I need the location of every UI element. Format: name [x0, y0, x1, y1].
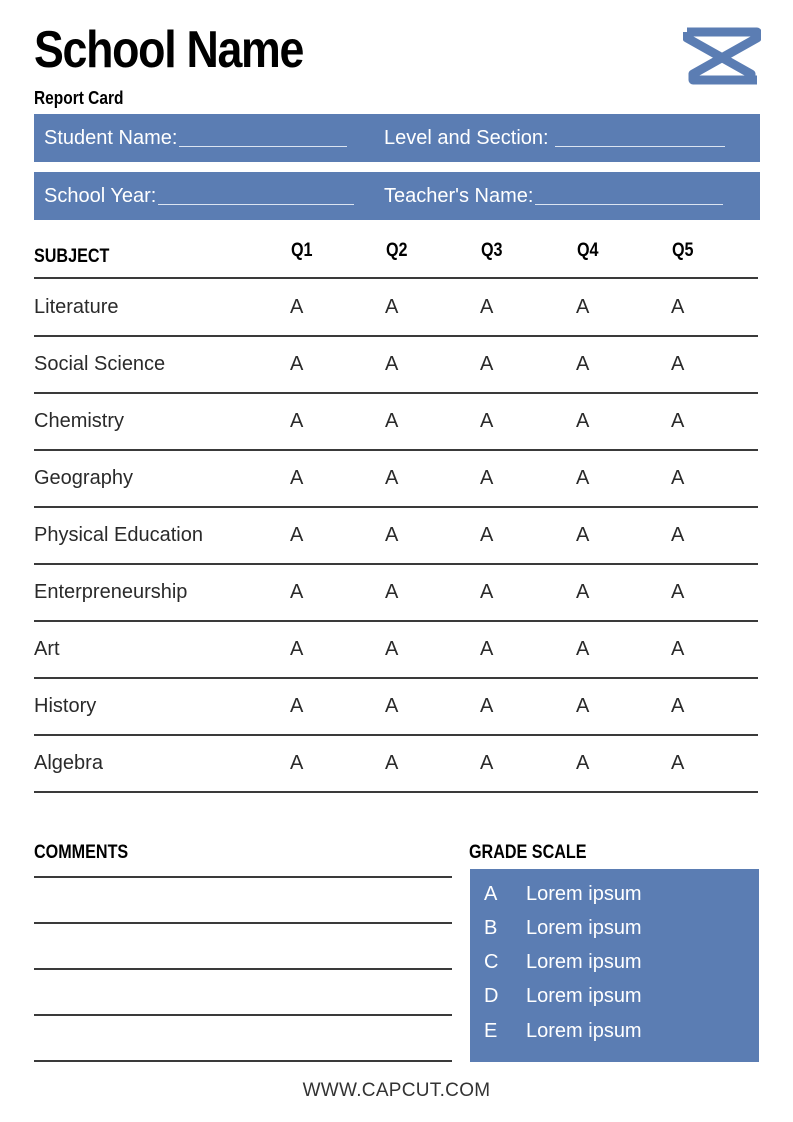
- school-year-field[interactable]: [44, 172, 354, 220]
- q5-column-header: Q5: [672, 240, 694, 261]
- grade-cell: A: [671, 467, 685, 489]
- grade-cell: A: [290, 296, 304, 318]
- grade-cell: A: [576, 524, 590, 546]
- grade-cell: A: [480, 296, 494, 318]
- grade-scale-letter: E: [484, 1020, 498, 1042]
- table-row: [34, 506, 758, 565]
- student-name-label: Student Name:: [44, 126, 178, 149]
- grade-cell: A: [576, 695, 590, 717]
- grade-scale-desc: Lorem ipsum: [526, 951, 642, 973]
- level-section-line: [555, 145, 725, 147]
- school-name: School Name: [34, 21, 304, 79]
- q3-column-header: Q3: [481, 240, 503, 261]
- level-section-label: Level and Section:: [384, 126, 549, 149]
- grade-cell: A: [385, 752, 399, 774]
- grade-cell: A: [576, 638, 590, 660]
- student-name-line: [179, 145, 347, 147]
- grade-cell: A: [671, 752, 685, 774]
- grade-cell: A: [671, 410, 685, 432]
- school-year-line: [158, 203, 354, 205]
- grade-cell: A: [480, 581, 494, 603]
- subject-cell: Algebra: [34, 752, 103, 774]
- grade-scale-item: [470, 917, 759, 947]
- grade-cell: A: [480, 353, 494, 375]
- grade-cell: A: [671, 638, 685, 660]
- grade-cell: A: [290, 467, 304, 489]
- grade-cell: A: [671, 695, 685, 717]
- grade-cell: A: [290, 581, 304, 603]
- grade-scale-letter: B: [484, 917, 498, 939]
- grade-scale-desc: Lorem ipsum: [526, 1020, 642, 1042]
- subject-cell: Art: [34, 638, 60, 660]
- grade-cell: A: [290, 752, 304, 774]
- grade-cell: A: [576, 752, 590, 774]
- table-row: [34, 278, 758, 337]
- subject-cell: Social Science: [34, 353, 166, 375]
- school-year-label: School Year:: [44, 184, 157, 207]
- table-row: [34, 335, 758, 394]
- grade-cell: A: [290, 524, 304, 546]
- grade-cell: A: [290, 410, 304, 432]
- comment-line[interactable]: [34, 1014, 452, 1016]
- grade-cell: A: [290, 638, 304, 660]
- grade-scale-letter: C: [484, 951, 499, 973]
- q2-column-header: Q2: [386, 240, 408, 261]
- table-row: [34, 677, 758, 736]
- grade-cell: A: [671, 353, 685, 375]
- footer-url[interactable]: WWW.CAPCUT.COM: [302, 1080, 491, 1101]
- grade-cell: A: [385, 296, 399, 318]
- grade-scale-desc: Lorem ipsum: [526, 985, 642, 1007]
- student-info-band: [34, 114, 760, 162]
- level-section-field[interactable]: [384, 114, 725, 162]
- comment-line[interactable]: [34, 922, 452, 924]
- grade-cell: A: [290, 353, 304, 375]
- grade-cell: A: [385, 353, 399, 375]
- grade-scale-item: [470, 985, 759, 1015]
- grade-scale-letter: D: [484, 985, 499, 1007]
- grade-scale-item: [470, 883, 759, 913]
- grade-cell: A: [480, 467, 494, 489]
- grade-cell: A: [385, 695, 399, 717]
- subject-column-header: SUBJECT: [34, 246, 110, 267]
- grade-cell: A: [480, 524, 494, 546]
- grade-cell: A: [576, 581, 590, 603]
- comment-line[interactable]: [34, 876, 452, 878]
- grade-cell: A: [576, 410, 590, 432]
- grade-cell: A: [385, 524, 399, 546]
- table-row: [34, 449, 758, 508]
- subject-cell: Literature: [34, 296, 119, 318]
- grade-cell: A: [385, 467, 399, 489]
- comment-line[interactable]: [34, 968, 452, 970]
- subject-cell: Enterpreneurship: [34, 581, 188, 603]
- grade-cell: A: [480, 410, 494, 432]
- grade-scale-box: [470, 869, 759, 1062]
- subject-cell: History: [34, 695, 97, 717]
- table-row: [34, 734, 758, 793]
- grade-cell: A: [480, 752, 494, 774]
- school-info-band: [34, 172, 760, 220]
- table-row: [34, 563, 758, 622]
- subject-cell: Geography: [34, 467, 133, 489]
- comments-title: COMMENTS: [34, 842, 129, 863]
- table-row: [34, 620, 758, 679]
- grade-cell: A: [385, 638, 399, 660]
- q1-column-header: Q1: [291, 240, 313, 261]
- grade-scale-desc: Lorem ipsum: [526, 883, 642, 905]
- table-row: [34, 392, 758, 451]
- grade-cell: A: [385, 581, 399, 603]
- q4-column-header: Q4: [577, 240, 599, 261]
- grade-cell: A: [671, 581, 685, 603]
- teacher-name-label: Teacher's Name:: [384, 184, 534, 207]
- subject-cell: Physical Education: [34, 524, 203, 546]
- grade-scale-title: GRADE SCALE: [469, 842, 587, 863]
- grade-cell: A: [576, 353, 590, 375]
- grade-cell: A: [671, 524, 685, 546]
- grade-cell: A: [290, 695, 304, 717]
- teacher-name-line: [535, 203, 723, 205]
- subject-cell: Chemistry: [34, 410, 125, 432]
- grade-scale-item: [470, 951, 759, 981]
- grade-cell: A: [671, 296, 685, 318]
- capcut-logo-icon: [683, 26, 761, 86]
- report-card-subtitle: Report Card: [34, 88, 124, 108]
- student-name-field[interactable]: [44, 114, 347, 162]
- grade-cell: A: [385, 410, 399, 432]
- grade-cell: A: [576, 296, 590, 318]
- grade-scale-desc: Lorem ipsum: [526, 917, 642, 939]
- teacher-name-field[interactable]: [384, 172, 723, 220]
- grade-cell: A: [480, 695, 494, 717]
- grade-cell: A: [576, 467, 590, 489]
- grades-table-header: [0, 240, 793, 270]
- grade-scale-item: [470, 1020, 759, 1050]
- comment-line[interactable]: [34, 1060, 452, 1062]
- grade-scale-letter: A: [484, 883, 498, 905]
- grade-cell: A: [480, 638, 494, 660]
